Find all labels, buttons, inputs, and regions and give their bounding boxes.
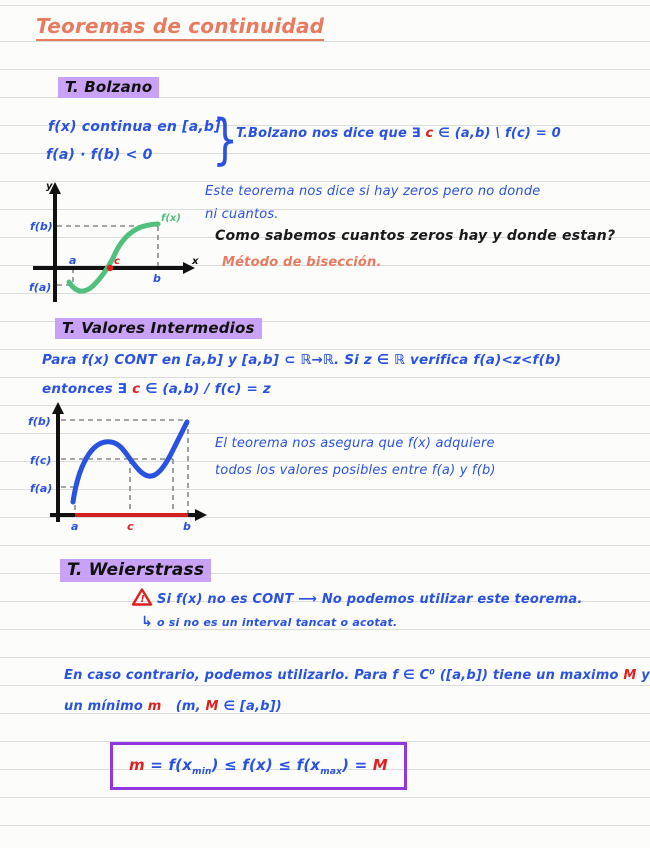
c-label: c [114, 256, 120, 267]
a-label: a [69, 254, 77, 267]
warning-text-post: No podemos utilizar este teorema. [317, 592, 583, 607]
bolzano-statement-pre: T.Bolzano nos dice que ∃ [236, 126, 426, 141]
b-label: b [183, 520, 191, 533]
a-label: a [71, 520, 79, 533]
bolzano-graph [25, 180, 205, 316]
zero-point [107, 265, 113, 271]
weierstrass-warning-sub [141, 614, 397, 630]
axes [33, 182, 195, 302]
body1-post: y [636, 668, 650, 683]
bolzano-statement-c: c [425, 126, 434, 141]
fb-label: f(b) [30, 220, 53, 233]
warning-text-pre: Si f(x) no es CONT [157, 592, 299, 607]
warning-sub-text: o si no es un interval tancat o acotat. [152, 616, 398, 629]
c-label: c [127, 520, 134, 533]
body1-max: M [623, 668, 637, 683]
valores-line-2 [42, 381, 271, 397]
formula-sub-max: max [320, 767, 343, 777]
formula-eq1: = f(x [144, 756, 193, 774]
formula-mid: ) ≤ f(x) ≤ f(x [211, 756, 321, 774]
body2-post: ∈ [a,b]) [218, 699, 282, 714]
body2-pre: un mínimo [64, 699, 148, 714]
formula-sub-min: min [192, 767, 212, 777]
valores-graph [25, 402, 217, 540]
fb-label: f(b) [28, 415, 51, 428]
fa-label: f(a) [30, 482, 53, 495]
section-heading-bolzano: T. Bolzano [58, 77, 159, 98]
formula-eq2: ) = [342, 756, 373, 774]
bolzano-hypothesis-2: f(a) · f(b) < 0 [46, 147, 153, 163]
warning-icon [132, 588, 152, 610]
curly-brace: } [212, 108, 239, 171]
body2-M: M [205, 699, 219, 714]
body2-paren: (m, [161, 699, 206, 714]
weierstrass-formula-box [110, 742, 407, 790]
body1-pre: En caso contrario, podemos utilizarlo. Para f ∈ C⁰ ([a,b]) tiene un maximo [64, 668, 624, 683]
formula-m: m [129, 756, 145, 774]
weierstrass-formula [129, 756, 388, 777]
weierstrass-body-2 [64, 699, 282, 714]
valores-line2-post: ∈ (a,b) / f(c) = z [140, 381, 271, 397]
arrow-right-icon: ⟶ [298, 592, 318, 607]
warning-bang: ! [140, 594, 145, 605]
formula-M: M [372, 756, 388, 774]
valores-line2-pre: entonces ∃ [42, 381, 133, 397]
valores-note: El teorema nos asegura que f(x) adquiere todos los valores posibles entre f(a) y f(b) [215, 436, 496, 479]
valores-line-1: Para f(x) CONT en [a,b] y [a,b] ⊂ ℝ→ℝ. Si z ∈ ℝ verifica f(a)<z<f(b) [42, 352, 562, 368]
b-label: b [153, 272, 161, 285]
bolzano-statement-post: ∈ (a,b) \ f(c) = 0 [433, 126, 561, 141]
weierstrass-body-1 [64, 668, 650, 683]
x-axis-label: x [192, 256, 199, 267]
fa-label: f(a) [29, 281, 52, 294]
section-heading-weierstrass: T. Weierstrass [60, 559, 211, 582]
bolzano-statement [236, 126, 561, 141]
valores-line2-c: c [132, 381, 141, 397]
curve-label: f(x) [161, 213, 181, 224]
bolzano-answer: Método de bisección. [222, 255, 382, 270]
bolzano-note: Este teorema nos dice si hay zeros pero no donde ni cuantos. [205, 184, 541, 222]
weierstrass-warning [132, 588, 583, 610]
fc-label: f(c) [30, 454, 52, 467]
corner-arrow-icon: ↳ [141, 614, 153, 630]
body2-min: m [147, 699, 162, 714]
section-heading-valores: T. Valores Intermedios [55, 318, 262, 339]
y-axis-label: y [46, 181, 53, 192]
page-title: Teoremas de continuidad [36, 14, 324, 41]
bolzano-question: Como sabemos cuantos zeros hay y donde estan? [215, 228, 616, 244]
bolzano-hypothesis-1: f(x) continua en [a,b] [48, 119, 221, 135]
